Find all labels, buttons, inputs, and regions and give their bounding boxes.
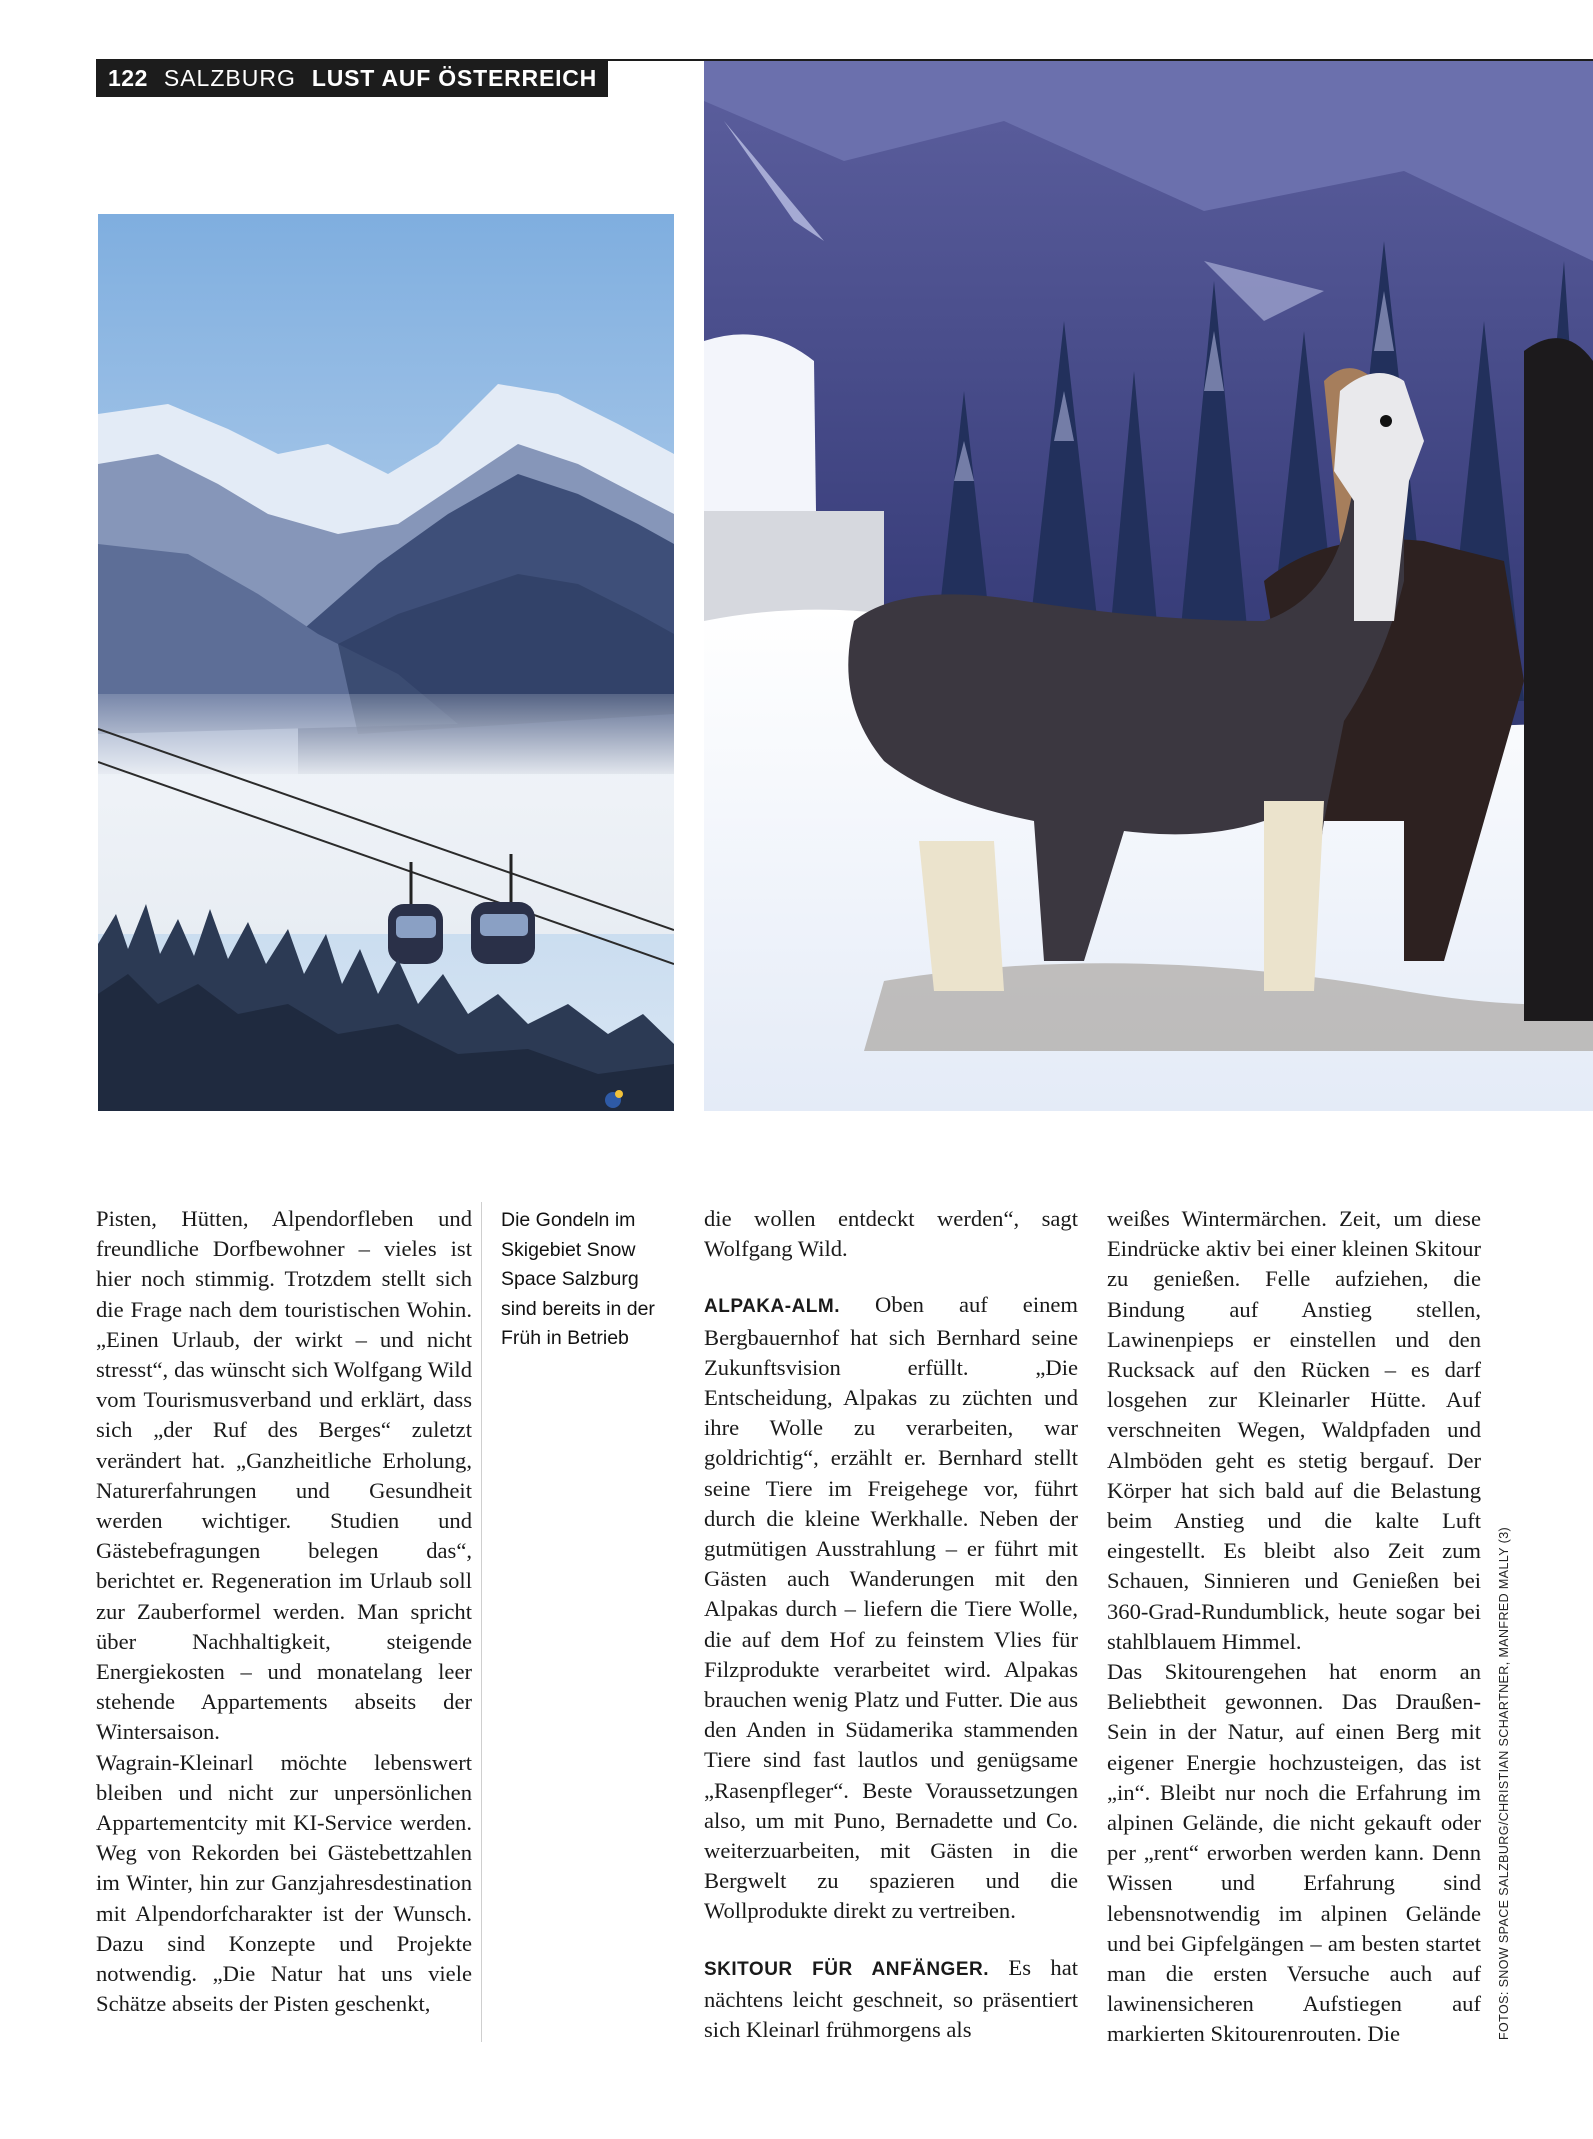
photo-credit: FOTOS: SNOW SPACE SALZBURG/CHRISTIAN SCHARTNER, MANFRED MALLY (3) bbox=[1497, 1526, 1511, 2040]
paragraph-spacer bbox=[704, 1927, 1078, 1953]
article-paragraph bbox=[704, 1953, 1078, 2046]
article-paragraph: Das Skitourengehen hat enorm an Beliebtheit gewonnen. Das Draußen-Sein in der Natur, auf einen Berg mit eigener Energie hochzusteigen, das ist „in“. Bleibt nur noch die Erfahrung im alpinen Gelände, die nicht gekauft oder per „rent“ erworben werden kann. Denn Wissen und Erfahrung sind lebensnotwendig im alpinen Gelände und bei Gipfelgängen – am besten startet man die ersten Versuche auch auf lawinensicheren Aufstiegen auf markierten Skitourenrouten. Die bbox=[1107, 1659, 1481, 2047]
alpaca-photo bbox=[704, 61, 1593, 1111]
gondola-photo-illustration bbox=[98, 214, 674, 1111]
gondola-photo bbox=[98, 214, 674, 1111]
article-paragraph: Pisten, Hütten, Alpendorfleben und freundliche Dorfbewohner – vieles ist hier noch stimmig. Trotzdem stellt sich die Frage nach dem touristischen Wohin. „Einen Urlaub, der wirkt – und nicht stresst“, das wünscht sich Wolfgang Wild vom Tourismusverband und erklärt, dass sich „der Ruf des Berges“ zuletzt verändert hat. „Ganzheitliche Erholung, Naturerfahrungen und Gesundheit werden wichtiger. Studien und Gästebefragungen belegen das“, berichtet er. Regeneration im Urlaub soll zur Zauberformel werden. Man spricht über Nachhaltigkeit, steigende Energiekosten – und monatelang leer stehende Appartements abseits der Wintersaison. bbox=[96, 1206, 472, 1745]
article-paragraph: die wollen entdeckt werden“, sagt Wolfgang Wild. bbox=[704, 1206, 1078, 1262]
subheading-skitour: SKITOUR FÜR ANFÄNGER. bbox=[704, 1958, 989, 1980]
page-header bbox=[96, 59, 608, 97]
subheading-alpaka-alm: ALPAKA-ALM. bbox=[704, 1296, 841, 1318]
caption-divider bbox=[481, 1202, 482, 2042]
article-paragraph bbox=[704, 1290, 1078, 1926]
magazine-title: LUST AUF ÖSTERREICH bbox=[311, 64, 598, 91]
photo-caption: Die Gondeln im Skigebiet Snow Space Salzburg sind bereits in der Früh in Betrieb bbox=[501, 1209, 655, 1349]
section-label: SALZBURG bbox=[163, 64, 296, 91]
article-column-1 bbox=[96, 1204, 472, 2019]
paragraph-spacer bbox=[704, 1264, 1078, 1290]
article-column-4 bbox=[1107, 1204, 1481, 2050]
alpaca-photo-illustration bbox=[704, 61, 1593, 1111]
article-paragraph: Wagrain-Kleinarl möchte lebenswert bleiben und nicht zur unpersönlichen Appartementcity mit KI-Service werden. Weg von Rekorden bei Gästebettzahlen im Winter, hin zur Ganzjahresdestination mit Alpendorfcharakter ist der Wunsch. Dazu sind Konzepte und Projekte notwendig. „Die Natur hat uns viele Schätze abseits der Pisten geschenkt, bbox=[96, 1749, 472, 2017]
paragraph-text: Es hat nächtens leicht geschneit, so präsentiert sich Kleinarl frühmorgens als bbox=[704, 1954, 1078, 2043]
article-column-3 bbox=[704, 1204, 1078, 2045]
article-paragraph: weißes Wintermärchen. Zeit, um diese Eindrücke aktiv bei einer kleinen Skitour zu genießen. Felle aufziehen, die Bindung auf Anstieg stellen, Lawinenpieps er einstellen und den Rucksack auf den Rücken – es darf losgehen zur Kleinarler Hütte. Auf verschneiten Wegen, Waldpfaden und Almböden geht es stetig bergauf. Der Körper hat sich bald auf die Belastung beim Anstieg und die kalte Luft eingestellt. Es bleibt also Zeit zum Schauen, Sinnieren und Genießen bei 360-Grad-Rundumblick, heute sogar bei stahlblauem Himmel. bbox=[1107, 1206, 1481, 1654]
page-number: 122 bbox=[108, 64, 148, 91]
paragraph-text: Oben auf einem Bergbauernhof hat sich Bernhard seine Zukunftsvision erfüllt. „Die Entscheidung, Alpakas zu züchten und ihre Wolle zu verarbeiten, war goldrichtig“, erzählt er. Bernhard stellt seine Tiere im Freigehege vor, führt durch die kleine Werkhalle. Neben der gutmütigen Ausstrahlung – er führt mit Gästen auch Wanderungen mit den Alpakas durch – liefern die Tiere Wolle, die auf dem Hof zu feinstem Vlies für Filzprodukte verarbeitet wird. Alpakas brauchen wenig Platz und Futter. Die aus den Anden in Südamerika stammenden Tiere sind fast lautlos und genügsame „Rasenpfleger“. Beste Voraussetzungen also, um mit Puno, Bernadette und Co. weiterzuarbeiten, mit Gästen in die Bergwelt zu spazieren und die Wollprodukte direkt zu vertreiben. bbox=[704, 1292, 1078, 1924]
